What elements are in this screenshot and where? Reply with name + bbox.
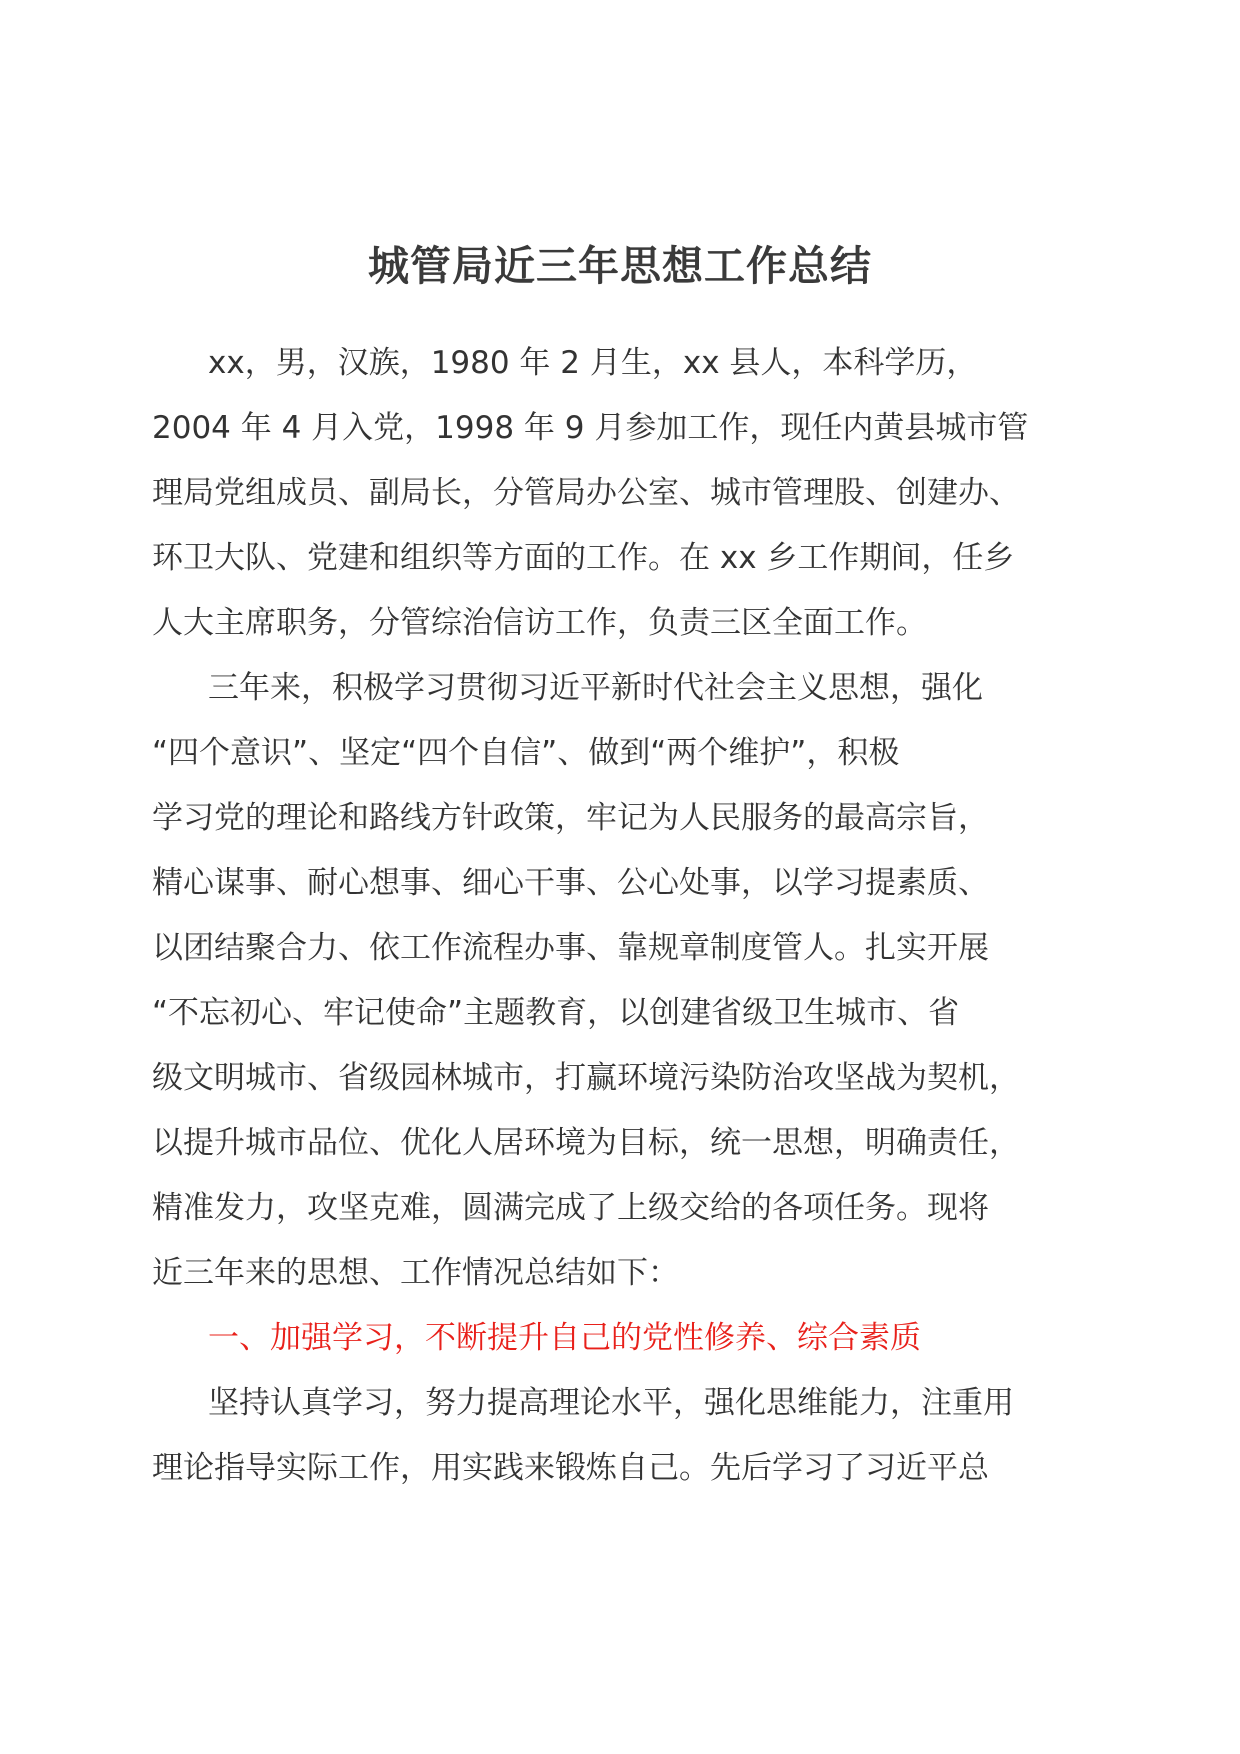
paragraph-2-line-10: 近三年来的思想、工作情况总结如下：	[152, 1255, 679, 1291]
paragraph-2-line-6: “不忘初心、牢记使命”主题教育，以创建省级卫生城市、省	[152, 995, 960, 1031]
paragraph-2-line-4: 精心谋事、耐心想事、细心干事、公心处事，以学习提素质、	[152, 865, 989, 901]
paragraph-2-line-9: 精准发力，攻坚克难，圆满完成了上级交给的各项任务。现将	[152, 1190, 989, 1226]
paragraph-2-line-2: “四个意识”、坚定“四个自信”、做到“两个维护”，积极	[152, 735, 900, 771]
paragraph-3-line-2: 理论指导实际工作，用实践来锻炼自己。先后学习了习近平总	[152, 1450, 989, 1486]
paragraph-1-line-1: xx，男，汉族，1980 年 2 月生，xx 县人，本科学历，	[208, 345, 978, 381]
paragraph-2-line-1: 三年来，积极学习贯彻习近平新时代社会主义思想，强化	[208, 670, 983, 706]
paragraph-1-line-2: 2004 年 4 月入党，1998 年 9 月参加工作，现任内黄县城市管	[152, 410, 1029, 446]
paragraph-3-line-1: 坚持认真学习，努力提高理论水平，强化思维能力，注重用	[208, 1385, 1014, 1421]
paragraph-2-line-3: 学习党的理论和路线方针政策，牢记为人民服务的最高宗旨，	[152, 800, 989, 836]
document-title: 城管局近三年思想工作总结	[368, 242, 872, 290]
paragraph-2-line-7: 级文明城市、省级园林城市，打赢环境污染防治攻坚战为契机，	[152, 1060, 1020, 1096]
section-heading-1: 一、加强学习，不断提升自己的党性修养、综合素质	[208, 1320, 921, 1356]
paragraph-1-line-3: 理局党组成员、副局长，分管局办公室、城市管理股、创建办、	[152, 475, 1020, 511]
paragraph-1-line-4: 环卫大队、党建和组织等方面的工作。在 xx 乡工作期间，任乡	[152, 540, 1015, 576]
paragraph-2-line-5: 以团结聚合力、依工作流程办事、靠规章制度管人。扎实开展	[152, 930, 989, 966]
document-body	[152, 331, 1087, 1501]
paragraph-1-line-5: 人大主席职务，分管综治信访工作，负责三区全面工作。	[152, 605, 927, 641]
paragraph-2-line-8: 以提升城市品位、优化人居环境为目标，统一思想，明确责任，	[152, 1125, 1020, 1161]
